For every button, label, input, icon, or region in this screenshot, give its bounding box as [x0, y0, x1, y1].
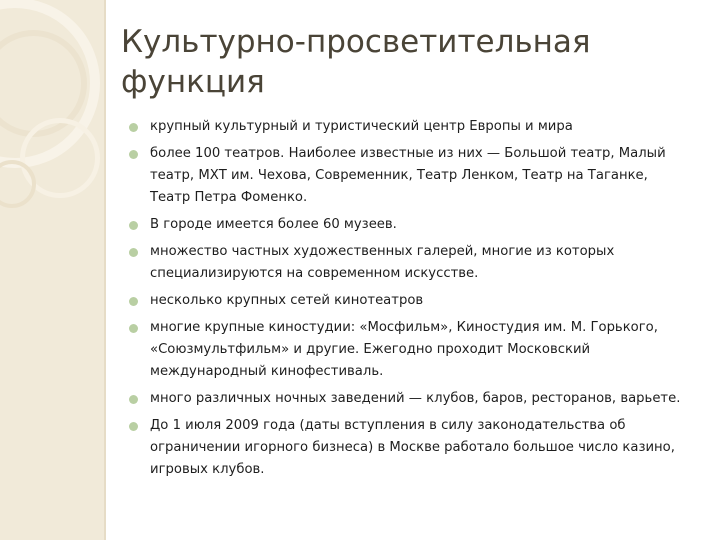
- bullet-text: До 1 июля 2009 года (даты вступления в силу законодательства об ограничении игорного бизнеса) в Москве работало большое число казино, игровых клубов.: [150, 418, 675, 477]
- bullet-item: [150, 214, 690, 236]
- bullet-text: более 100 театров. Наиболее известные из них — Большой театр, Малый театр, МХТ им. Чехова, Современник, Театр Ленком, Театр на Таганке, Театр Петра Фоменко.: [150, 146, 666, 205]
- bullet-dot-icon: [129, 297, 138, 306]
- bullet-item: [150, 241, 690, 285]
- bullet-dot-icon: [129, 395, 138, 404]
- bullet-text: многие крупные киностудии: «Мосфильм», Киностудия им. М. Горького, «Союзмультфильм» и другие. Ежегодно проходит Московский международный кинофестиваль.: [150, 320, 658, 379]
- slide-title: Культурно-просветительная функция: [121, 24, 591, 100]
- bullet-dot-icon: [129, 150, 138, 159]
- bullet-item: [150, 317, 690, 383]
- bullet-item: [150, 143, 690, 209]
- decorative-left-band: [0, 0, 104, 540]
- bullet-dot-icon: [129, 248, 138, 257]
- bullet-item: [150, 388, 690, 410]
- bullet-dot-icon: [129, 422, 138, 431]
- bullet-dot-icon: [129, 324, 138, 333]
- bullet-item: [150, 116, 690, 138]
- bullet-text: много различных ночных заведений — клубов, баров, ресторанов, варьете.: [150, 391, 681, 406]
- bullet-item: [150, 290, 690, 312]
- bullet-text: В городе имеется более 60 музеев.: [150, 217, 397, 232]
- bullet-dot-icon: [129, 123, 138, 132]
- bullet-list: [150, 116, 690, 486]
- bullet-dot-icon: [129, 221, 138, 230]
- bullet-item: [150, 415, 690, 481]
- bullet-text: крупный культурный и туристический центр Европы и мира: [150, 119, 573, 134]
- bullet-text: множество частных художественных галерей, многие из которых специализируются на современном искусстве.: [150, 244, 615, 281]
- band-divider: [104, 0, 106, 540]
- bullet-text: несколько крупных сетей кинотеатров: [150, 293, 424, 308]
